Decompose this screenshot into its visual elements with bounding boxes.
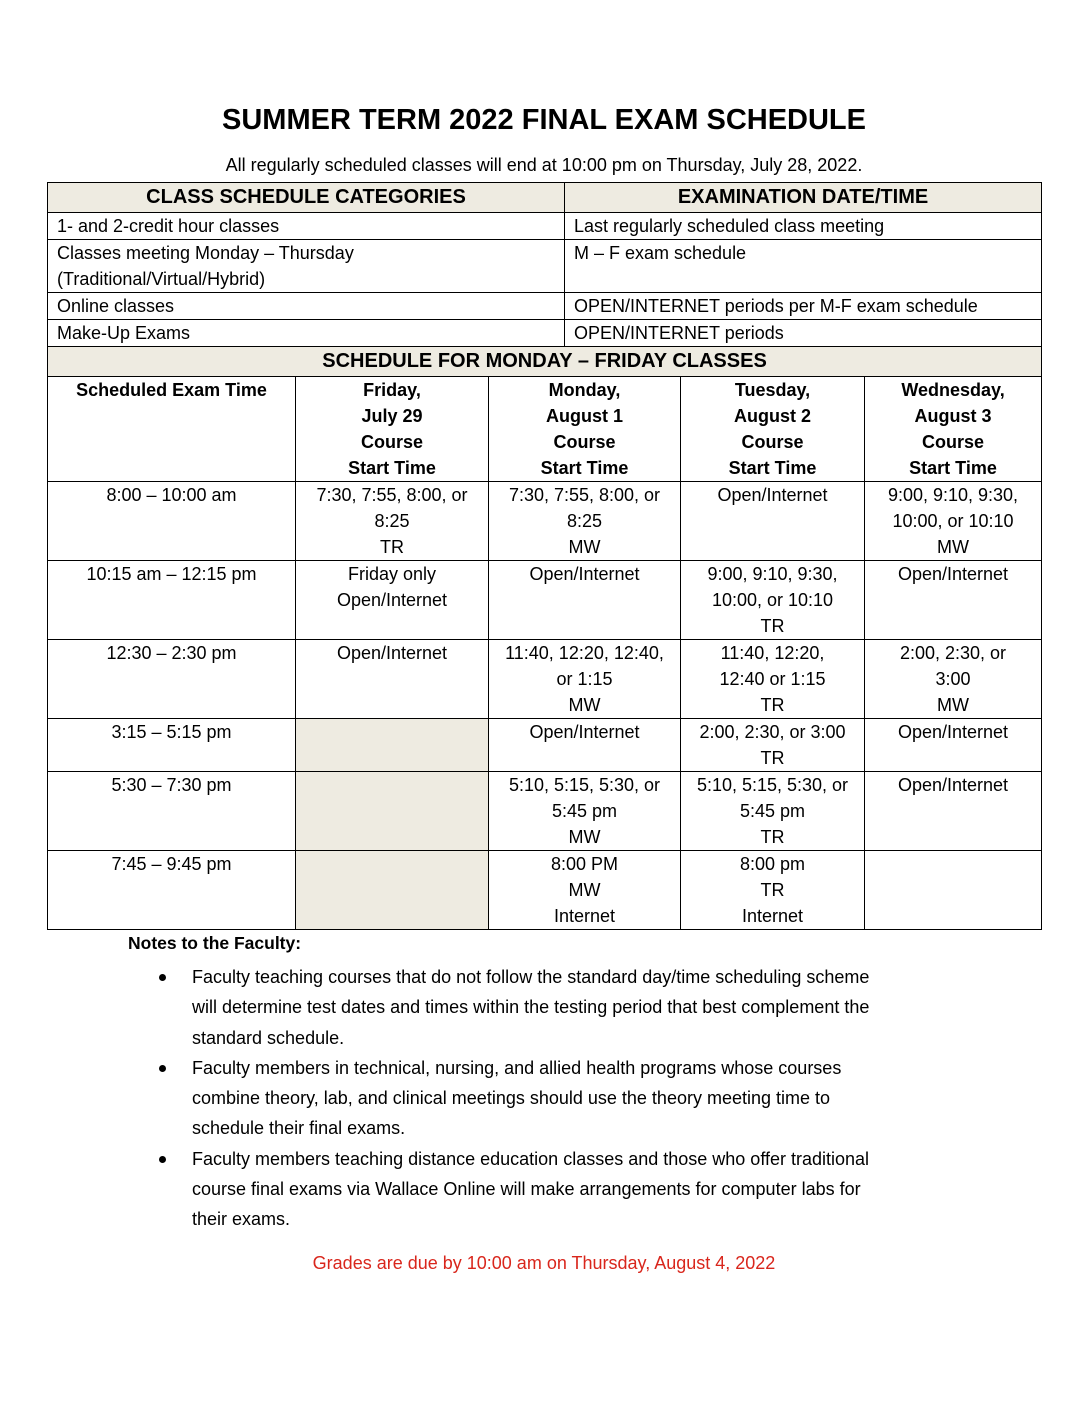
category-cell: 1- and 2-credit hour classes <box>48 213 565 240</box>
friday-cell: Friday only Open/Internet <box>296 561 489 640</box>
schedule-row <box>48 772 1042 851</box>
exam-time-cell: 7:45 – 9:45 pm <box>48 851 296 930</box>
wednesday-cell <box>865 851 1042 930</box>
friday-cell: 7:30, 7:55, 8:00, or 8:25 TR <box>296 482 489 561</box>
exam-cell: M – F exam schedule <box>565 240 1042 293</box>
exam-time-cell: 3:15 – 5:15 pm <box>48 719 296 772</box>
col-header-tuesday: Tuesday, August 2 Course Start Time <box>681 377 865 482</box>
col-header-wednesday: Wednesday, August 3 Course Start Time <box>865 377 1042 482</box>
tuesday-cell: Open/Internet <box>681 482 865 561</box>
bullet-icon <box>159 1156 166 1163</box>
friday-cell <box>296 772 489 851</box>
tuesday-cell: 2:00, 2:30, or 3:00 TR <box>681 719 865 772</box>
exam-cell: OPEN/INTERNET periods <box>565 320 1042 347</box>
monday-cell: 7:30, 7:55, 8:00, or 8:25 MW <box>489 482 681 561</box>
exam-time-cell: 8:00 – 10:00 am <box>48 482 296 561</box>
notes-list <box>192 962 982 1235</box>
monday-cell: 11:40, 12:20, 12:40, or 1:15 MW <box>489 640 681 719</box>
monday-cell: 5:10, 5:15, 5:30, or 5:45 pm MW <box>489 772 681 851</box>
tuesday-cell: 9:00, 9:10, 9:30, 10:00, or 10:10 TR <box>681 561 865 640</box>
monday-cell: Open/Internet <box>489 561 681 640</box>
schedule-row <box>48 851 1042 930</box>
col-header-monday: Monday, August 1 Course Start Time <box>489 377 681 482</box>
friday-cell <box>296 851 489 930</box>
schedule-row <box>48 482 1042 561</box>
wednesday-cell: 2:00, 2:30, or 3:00 MW <box>865 640 1042 719</box>
exam-cell: OPEN/INTERNET periods per M-F exam schedule <box>565 293 1042 320</box>
notes-title: Notes to the Faculty: <box>128 933 302 953</box>
wednesday-cell: Open/Internet <box>865 719 1042 772</box>
tuesday-cell: 11:40, 12:20, 12:40 or 1:15 TR <box>681 640 865 719</box>
friday-cell: Open/Internet <box>296 640 489 719</box>
exam-schedule-table <box>47 182 1042 930</box>
bullet-icon <box>159 1065 166 1072</box>
tuesday-cell: 5:10, 5:15, 5:30, or 5:45 pm TR <box>681 772 865 851</box>
tuesday-cell: 8:00 pm TR Internet <box>681 851 865 930</box>
exam-time-cell: 12:30 – 2:30 pm <box>48 640 296 719</box>
note-item: Faculty teaching courses that do not follow the standard day/time scheduling scheme will determine test dates and times within the testing period that best complement the standard schedule. <box>192 962 982 1053</box>
note-item: Faculty members in technical, nursing, and allied health programs whose courses combine theory, lab, and clinical meetings should use the theory meeting time to schedule their final exams. <box>192 1053 982 1144</box>
grades-due-note: Grades are due by 10:00 am on Thursday, August 4, 2022 <box>312 1253 776 1273</box>
exam-time-header: EXAMINATION DATE/TIME <box>565 183 1042 213</box>
schedule-row <box>48 719 1042 772</box>
wednesday-cell: Open/Internet <box>865 772 1042 851</box>
schedule-row <box>48 640 1042 719</box>
bullet-icon <box>159 974 166 981</box>
category-cell: Make-Up Exams <box>48 320 565 347</box>
categories-header: CLASS SCHEDULE CATEGORIES <box>48 183 565 213</box>
category-cell: Online classes <box>48 293 565 320</box>
monday-cell: Open/Internet <box>489 719 681 772</box>
schedule-header: SCHEDULE FOR MONDAY – FRIDAY CLASSES <box>48 347 1042 377</box>
note-item: Faculty members teaching distance education classes and those who offer traditional course final exams via Wallace Online will make arrangements for computer labs for their exams. <box>192 1144 982 1235</box>
exam-time-cell: 10:15 am – 12:15 pm <box>48 561 296 640</box>
col-header-exam-time: Scheduled Exam Time <box>48 377 296 482</box>
exam-cell: Last regularly scheduled class meeting <box>565 213 1042 240</box>
col-header-friday: Friday, July 29 Course Start Time <box>296 377 489 482</box>
monday-cell: 8:00 PM MW Internet <box>489 851 681 930</box>
schedule-row <box>48 561 1042 640</box>
page-subtitle: All regularly scheduled classes will end at 10:00 pm on Thursday, July 28, 2022. <box>225 155 863 175</box>
page-title: SUMMER TERM 2022 FINAL EXAM SCHEDULE <box>222 104 866 136</box>
friday-cell <box>296 719 489 772</box>
category-cell: Classes meeting Monday – Thursday (Traditional/Virtual/Hybrid) <box>48 240 565 293</box>
exam-time-cell: 5:30 – 7:30 pm <box>48 772 296 851</box>
wednesday-cell: Open/Internet <box>865 561 1042 640</box>
wednesday-cell: 9:00, 9:10, 9:30, 10:00, or 10:10 MW <box>865 482 1042 561</box>
